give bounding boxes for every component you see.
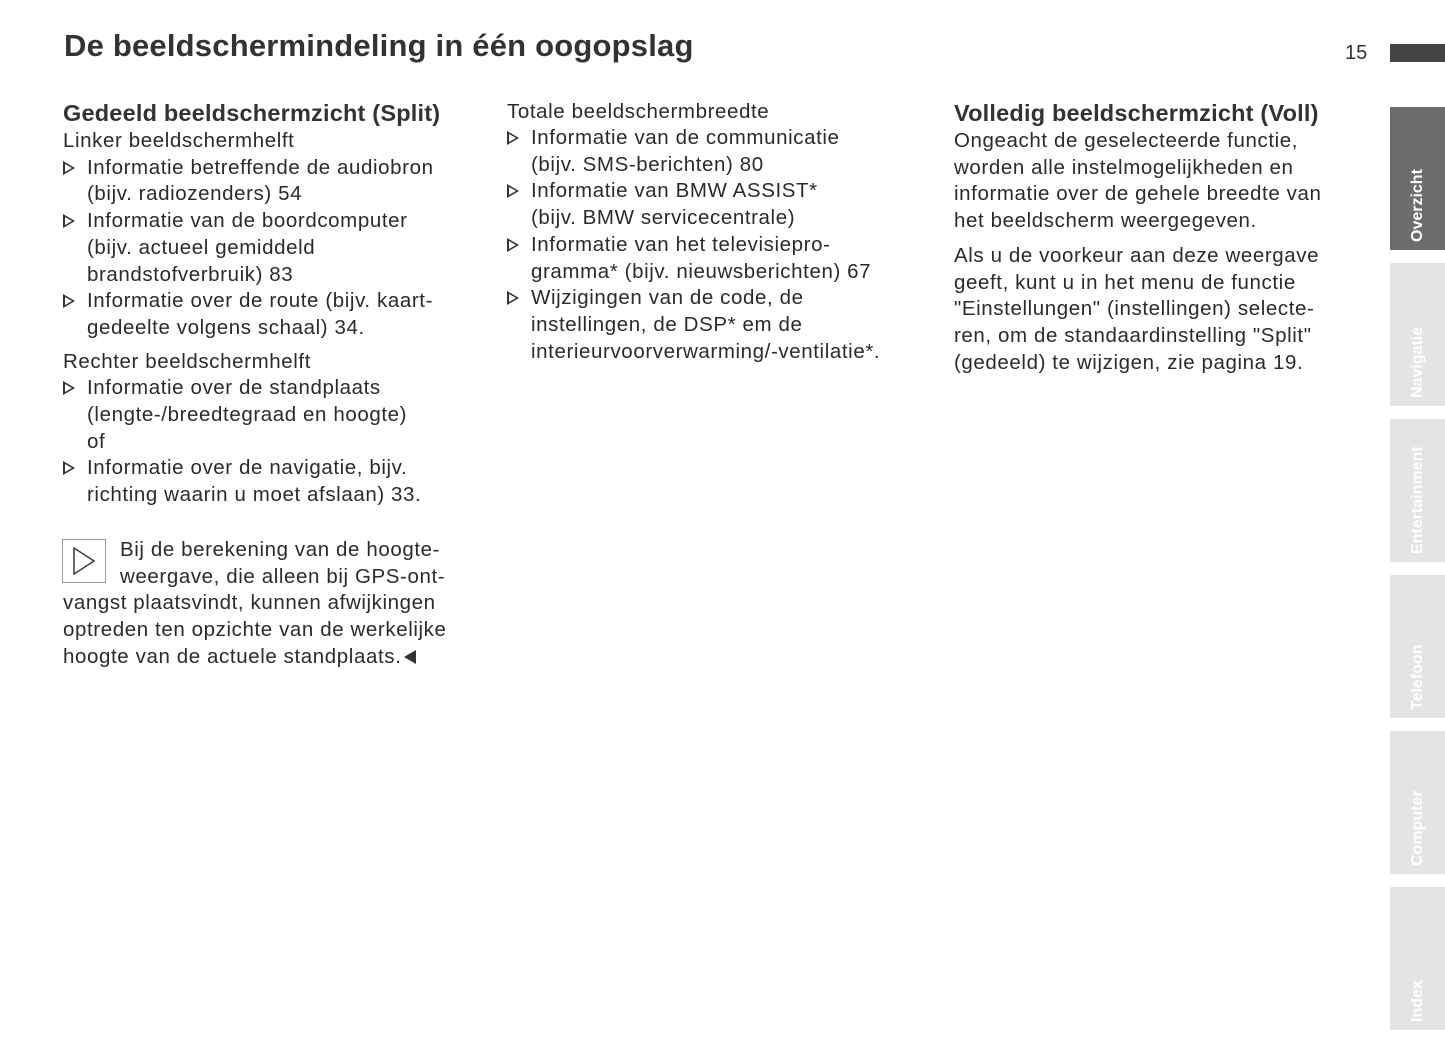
right-half-subheading: Rechter beeldschermhelft xyxy=(63,349,311,373)
voll-heading: Volledig beeldschermzicht (Voll) xyxy=(954,100,1319,126)
middle-column xyxy=(507,98,937,365)
tab-entertainment[interactable]: Entertainment xyxy=(1390,419,1445,562)
bullet-triangle-icon xyxy=(507,184,519,198)
left-half-list xyxy=(63,155,493,342)
bullet-triangle-icon xyxy=(63,381,75,395)
list-item: Informatie van BMW ASSIST* (bijv. BMW servicecentrale) xyxy=(507,178,937,231)
list-item: Informatie over de route (bijv. kaart- gedeelte volgens schaal) 34. xyxy=(63,288,493,341)
left-half-subheading: Linker beeldschermhelft xyxy=(63,129,295,152)
bullet-triangle-icon xyxy=(507,291,519,305)
paragraph: Als u de voorkeur aan deze weergave geeft, kunt u in het menu de functie "Einstellungen" (instellingen) selecte- ren, om de standaardinstelling "Split" (gedeeld) te wijzigen, zie pagina 19. xyxy=(954,243,1320,374)
tab-index[interactable]: Index xyxy=(1390,887,1445,1030)
list-item: Wijzigingen van de code, de instellingen, de DSP* em de interieurvoorverwarming/-ventilatie*. xyxy=(507,285,937,365)
bullet-triangle-icon xyxy=(63,294,75,308)
split-heading: Gedeeld beeldschermzicht (Split) xyxy=(63,100,441,126)
tab-computer[interactable]: Computer xyxy=(1390,731,1445,874)
gps-note: Bij de berekening van de hoogte- weergave, die alleen bij GPS-ont- vangst plaatsvindt, kunnen afwijkingen optreden ten opzichte van de werkelijke hoogte van de actuele standplaats. xyxy=(63,537,447,668)
tab-navigatie[interactable]: Navigatie xyxy=(1390,263,1445,406)
header-bar xyxy=(1390,44,1445,62)
page-title: De beeldschermindeling in één oogopslag xyxy=(64,28,694,63)
list-item: Informatie van de boordcomputer (bijv. actueel gemiddeld brandstofverbruik) 83 xyxy=(63,208,493,288)
tab-telefoon[interactable]: Telefoon xyxy=(1390,575,1445,718)
bullet-triangle-icon xyxy=(507,238,519,252)
list-item: Informatie van de communicatie (bijv. SMS-berichten) 80 xyxy=(507,125,937,178)
bullet-triangle-icon xyxy=(507,131,519,145)
list-item: Informatie over de navigatie, bijv. richting waarin u moet afslaan) 33. xyxy=(63,455,493,508)
bullet-triangle-icon xyxy=(63,461,75,475)
left-column xyxy=(63,98,493,670)
page-number: 15 xyxy=(1345,42,1368,64)
list-item: Informatie betreffende de audiobron (bijv. radiozenders) 54 xyxy=(63,155,493,208)
bullet-triangle-icon xyxy=(63,214,75,228)
right-half-list xyxy=(63,375,493,509)
note-triangle-icon xyxy=(62,539,106,583)
tab-overzicht[interactable]: Overzicht xyxy=(1390,107,1445,250)
paragraph: Ongeacht de geselecteerde functie, worden alle instelmogelijkheden en informatie over de gehele breedte van het beeldscherm weergegeven. xyxy=(954,129,1322,233)
bullet-triangle-icon xyxy=(63,161,75,175)
right-column xyxy=(954,98,1374,376)
list-item: Informatie over de standplaats (lengte-/breedtegraad en hoogte) of xyxy=(63,375,493,455)
list-item: Informatie van het televisiepro- gramma* (bijv. nieuwsberichten) 67 xyxy=(507,232,937,285)
end-mark-icon xyxy=(404,650,416,664)
full-width-subheading: Totale beeldschermbreedte xyxy=(507,100,770,123)
